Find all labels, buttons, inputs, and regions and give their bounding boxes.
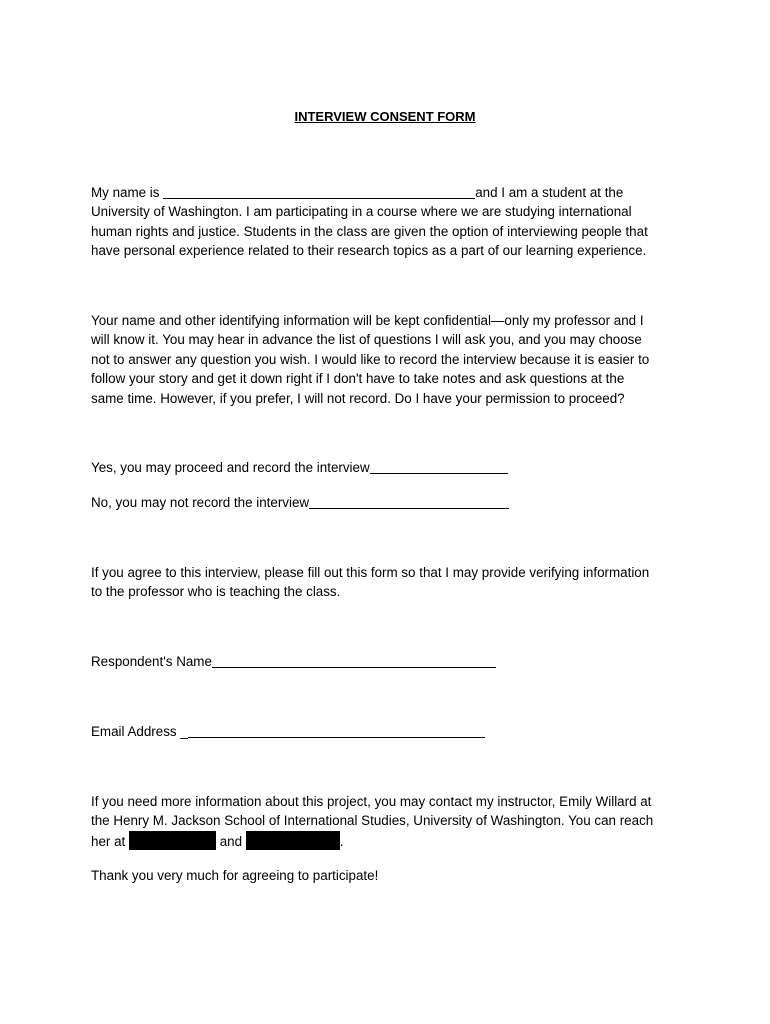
redacted-contact-2 [246,831,340,850]
redacted-contact-1 [129,831,216,850]
option-yes-blank[interactable] [370,460,508,474]
intro-line-4: have personal experience related to their research topics as a part of our learning experience. [91,243,647,259]
contact-line-2: the Henry M. Jackson School of International Studies, University of Washington. You can reach [91,813,654,829]
contact-line-1: If you need more information about this project, you may contact my instructor, Emily Willard at [91,794,652,809]
confidentiality-line-4: follow your story and get it down right if I don't have to take notes and ask questions at the [91,371,625,387]
confidentiality-line-3: not to answer any question you wish. I would like to record the interview because it is easier to [91,351,650,367]
option-no-label: No, you may not record the interview [91,495,310,510]
option-yes-label: Yes, you may proceed and record the interview [91,460,370,475]
confidentiality-paragraph [91,311,691,408]
confidentiality-line-2: will know it. You may hear in advance the list of questions I will ask you, and you may choose [91,332,642,348]
respondent-name-row [91,652,691,671]
respondent-name-blank[interactable] [212,654,496,668]
confidentiality-line-5: same time. However, if you prefer, I will not record. Do I have your permission to proceed? [91,390,625,406]
email-underscore: _ [180,724,188,739]
option-no-row [91,493,691,512]
agree-paragraph [91,563,691,602]
thanks-line [91,866,691,885]
email-label: Email Address [91,724,181,739]
contact-line-3-mid: and [215,833,246,849]
intro-line-3: human rights and justice. Students in the class are given the option of interviewing people that [91,223,648,239]
contact-line-3-prefix: her at [91,833,129,849]
intro-paragraph [91,183,691,261]
student-name-blank[interactable] [163,185,475,199]
option-no-blank[interactable] [309,495,509,509]
thanks-text: Thank you very much for agreeing to participate! [91,868,379,883]
email-row [91,722,691,741]
contact-paragraph [91,792,691,851]
agree-line-2: to the professor who is teaching the class. [91,584,341,600]
option-yes-row [91,458,691,477]
email-blank[interactable] [188,724,485,738]
intro-line-2: University of Washington. I am participating in a course where we are studying international [91,204,632,220]
respondent-name-label: Respondent's Name [91,654,212,669]
agree-line-1: If you agree to this interview, please fill out this form so that I may provide verifying information [91,565,650,580]
contact-line-3-end: . [339,833,344,849]
intro-text-start: My name is [91,185,164,200]
confidentiality-line-1: Your name and other identifying information will be kept confidential—only my professor and I [91,313,644,328]
intro-text-end: and I am a student at the [475,185,624,200]
form-title: INTERVIEW CONSENT FORM [294,109,476,124]
